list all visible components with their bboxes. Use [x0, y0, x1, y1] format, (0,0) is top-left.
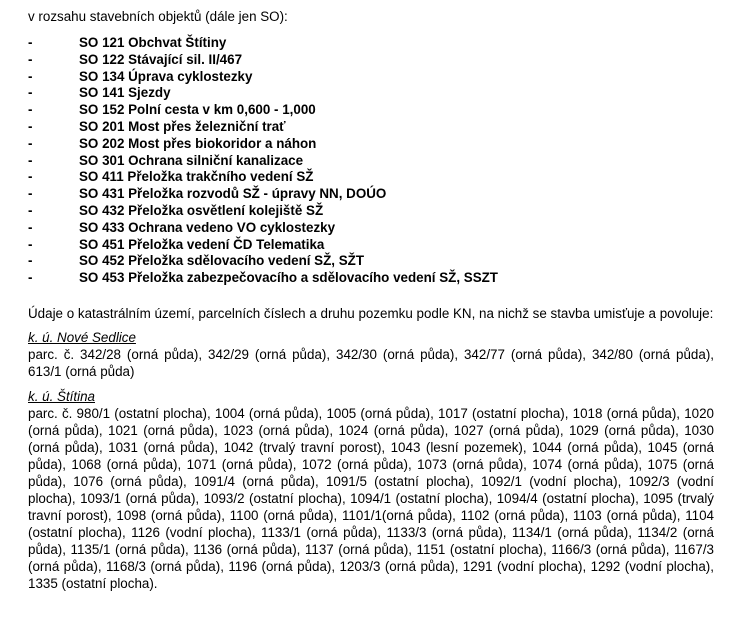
- list-item-label: SO 301 Ochrana silniční kanalizace: [79, 152, 304, 168]
- list-item: [28, 52, 714, 69]
- list-item-label: SO 433 Ochrana vedeno VO cyklostezky: [79, 219, 336, 235]
- list-item: [28, 270, 714, 287]
- list-marker: -: [28, 152, 33, 168]
- cadastral-area-title: k. ú. Nové Sedlice: [28, 329, 136, 345]
- list-item: [28, 169, 714, 186]
- building-objects-list: [28, 35, 714, 287]
- list-marker: -: [28, 270, 33, 286]
- list-marker: -: [28, 135, 33, 151]
- list-marker: -: [28, 219, 33, 235]
- list-item-label: SO 201 Most přes železniční trať: [79, 118, 286, 134]
- list-item-label: SO 202 Most přes biokoridor a náhon: [79, 135, 317, 151]
- list-marker: -: [28, 118, 33, 134]
- list-item: [28, 35, 714, 52]
- list-item: [28, 119, 714, 136]
- list-item: [28, 186, 714, 203]
- list-marker: -: [28, 186, 33, 202]
- list-marker: -: [28, 253, 33, 269]
- intro-text: v rozsahu stavebních objektů (dále jen SO):: [28, 9, 288, 24]
- document-page: [28, 0, 714, 592]
- list-marker: -: [28, 236, 33, 252]
- list-marker: -: [28, 35, 33, 50]
- list-item-label: SO 134 Úprava cyklostezky: [79, 68, 253, 84]
- list-marker: -: [28, 68, 33, 84]
- list-item-label: SO 453 Přeložka zabezpečovacího a sdělovacího vedení SŽ, SSZT: [79, 270, 498, 286]
- list-item: [28, 253, 714, 270]
- cadastral-area-section: [28, 329, 714, 380]
- list-marker: -: [28, 169, 33, 185]
- list-item: [28, 153, 714, 170]
- list-item-label: SO 152 Polní cesta v km 0,600 - 1,000: [79, 102, 316, 118]
- list-item-label: SO 432 Přeložka osvětlení kolejiště SŽ: [79, 202, 324, 218]
- list-item: [28, 203, 714, 220]
- cadastral-area-title: k. ú. Štítina: [28, 388, 95, 404]
- cadastral-intro-paragraph: Údaje o katastrálním území, parcelních číslech a druhu pozemku podle KN, na nichž se stavba umisťuje a povoluje:: [28, 305, 714, 321]
- list-item-label: SO 451 Přeložka vedení ČD Telematika: [79, 236, 325, 252]
- list-item-label: SO 431 Přeložka rozvodů SŽ - úpravy NN, DOÚO: [79, 186, 387, 202]
- cadastral-area-section: [28, 388, 714, 592]
- list-item: [28, 69, 714, 86]
- list-item-label: SO 121 Obchvat Štítiny: [79, 35, 227, 50]
- list-item: [28, 237, 714, 254]
- list-marker: -: [28, 51, 33, 67]
- list-item-label: SO 141 Sjezdy: [79, 85, 171, 101]
- list-item-label: SO 122 Stávající sil. II/467: [79, 51, 243, 67]
- list-item: [28, 220, 714, 237]
- list-item: [28, 85, 714, 102]
- list-item: [28, 102, 714, 119]
- list-item: [28, 136, 714, 153]
- list-item-label: SO 411 Přeložka trakčního vedení SŽ: [79, 169, 314, 185]
- parcel-list-paragraph: parc. č. 980/1 (ostatní plocha), 1004 (orná půda), 1005 (orná půda), 1017 (ostatní plocha), 1018 (orná půda), 1020 (orná půda), 1021 (orná půda), 1023 (orná půda), 1024 (orná půda), 1027 (orná půda), 1029 (orná půda), 1030 (orná půda), 1031 (orná půda), 1042 (trvalý travní porost), 1043 (lesní pozemek), 1044 (orná půda), 1045 (orná půda), 1068 (orná půda), 1071 (orná půda), 1072 (orná půda), 1073 (orná půda), 1074 (orná půda), 1075 (orná půda), 1076 (orná půda), 1091/4 (orná půda), 1091/5 (ostatní plocha), 1092/1 (vodní plocha), 1092/3 (vodní plocha), 1093/1 (orná půda), 1093/2 (ostatní plocha), 1094/1 (ostatní plocha), 1094/4 (ostatní plocha), 1095 (trvalý travní porost), 1098 (orná půda), 1100 (orná půda), 1101/1(orná půda), 1102 (orná půda), 1103 (orná půda), 1104 (ostatní plocha), 1126 (vodní plocha), 1133/1 (orná půda), 1133/3 (orná půda), 1134/1 (orná půda), 1134/2 (orná půda), 1135/1 (orná půda), 1136 (orná půda), 1137 (orná půda), 1151 (ostatní plocha), 1166/3 (orná půda), 1167/3 (orná půda), 1168/3 (orná půda), 1196 (orná půda), 1203/3 (orná půda), 1291 (vodní plocha), 1292 (vodní plocha), 1335 (ostatní plocha).: [28, 405, 714, 591]
- parcel-list-paragraph: parc. č. 342/28 (orná půda), 342/29 (orná půda), 342/30 (orná půda), 342/77 (orná půda), 342/80 (orná půda), 613/1 (orná půda): [28, 346, 714, 379]
- list-marker: -: [28, 202, 33, 218]
- list-marker: -: [28, 85, 33, 101]
- list-marker: -: [28, 102, 33, 118]
- list-item-label: SO 452 Přeložka sdělovacího vedení SŽ, SŽT: [79, 253, 365, 269]
